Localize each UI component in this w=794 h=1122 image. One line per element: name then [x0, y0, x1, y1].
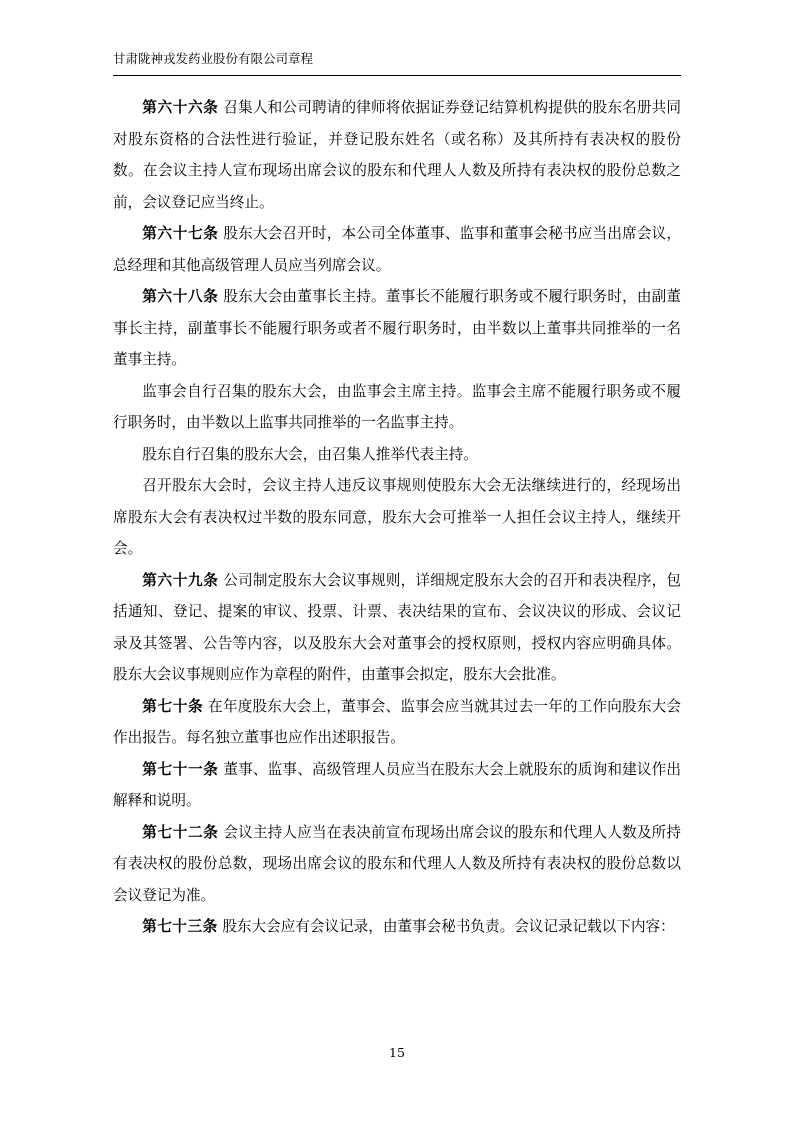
- page-header: [113, 50, 681, 68]
- paragraph: [113, 691, 681, 754]
- article-term: 第六十七条: [142, 225, 219, 242]
- paragraph-text: 会议主持人应当在表决前宣布现场出席会议的股东和代理人人数及所持有表决权的股份总数，现场出席会议的股东和代理人人数及所持有表决权的股份总数以会议登记为准。: [113, 823, 681, 904]
- paragraph-text: 召开股东大会时，会议主持人违反议事规则使股东大会无法继续进行的，经现场出席股东大会有表决权过半数的股东同意，股东大会可推举一人担任会议主持人，继续开会。: [113, 477, 681, 557]
- paragraph-text: 在年度股东大会上，董事会、监事会应当就其过去一年的工作向股东大会作出报告。每名独立董事也应作出述职报告。: [113, 697, 681, 746]
- paragraph: [113, 439, 681, 471]
- article-term: 第七十一条: [142, 760, 219, 778]
- paragraph: [113, 817, 681, 912]
- article-term: 第七十条: [142, 697, 204, 715]
- paragraph-text: 股东大会召开时，本公司全体董事、监事和董事会秘书应当出席会议，总经理和其他高级管理人员应当列席会议。: [113, 225, 681, 274]
- paragraph: [113, 281, 681, 376]
- paragraph-text: 股东大会由董事长主持。董事长不能履行职务或不履行职务时，由副董事长主持，副董事长不能履行职务或者不履行职务时，由半数以上董事共同推举的一名董事主持。: [113, 288, 681, 368]
- header-title: 甘肃陇神戎发药业股份有限公司章程: [113, 51, 314, 66]
- article-term: 第六十六条: [142, 99, 219, 116]
- article-term: 第六十八条: [142, 288, 219, 305]
- paragraph: [113, 376, 681, 439]
- article-term: 第七十三条: [142, 918, 218, 935]
- paragraph: [113, 754, 681, 817]
- paragraph-text: 董事、监事、高级管理人员应当在股东大会上就股东的质询和建议作出解释和说明。: [113, 760, 681, 809]
- article-term: 第六十九条: [142, 571, 219, 589]
- article-term: 第七十二条: [142, 823, 219, 841]
- paragraph: [113, 565, 681, 691]
- paragraph-text: 召集人和公司聘请的律师将依据证券登记结算机构提供的股东名册共同对股东资格的合法性进行验证，并登记股东姓名（或名称）及其所持有表决权的股份数。在会议主持人宣布现场出席会议的股东和代理人人数及所持有表决权的股份总数之前，会议登记应当终止。: [113, 99, 681, 211]
- page-number: 15: [389, 1045, 405, 1060]
- paragraph: [113, 92, 681, 218]
- paragraph: [113, 470, 681, 565]
- paragraph-text: 股东自行召集的股东大会，由召集人推举代表主持。: [142, 445, 478, 463]
- paragraph: [113, 218, 681, 281]
- page-footer: [0, 1045, 794, 1060]
- paragraph-text: 股东大会应有会议记录，由董事会秘书负责。会议记录记载以下内容：: [222, 918, 675, 935]
- paragraph-text: 公司制定股东大会议事规则，详细规定股东大会的召开和表决程序，包括通知、登记、提案的审议、投票、计票、表决结果的宣布、会议决议的形成、会议记录及其签署、公告等内容，以及股东大会对董事会的授权原则，授权内容应明确具体。股东大会议事规则应作为章程的附件，由董事会拟定，股东大会批准。: [113, 571, 681, 683]
- header-divider: [113, 75, 681, 76]
- paragraph-text: 监事会自行召集的股东大会，由监事会主席主持。监事会主席不能履行职务或不履行职务时，由半数以上监事共同推举的一名监事主持。: [113, 382, 681, 431]
- paragraph: [113, 911, 681, 943]
- document-body: [113, 92, 681, 943]
